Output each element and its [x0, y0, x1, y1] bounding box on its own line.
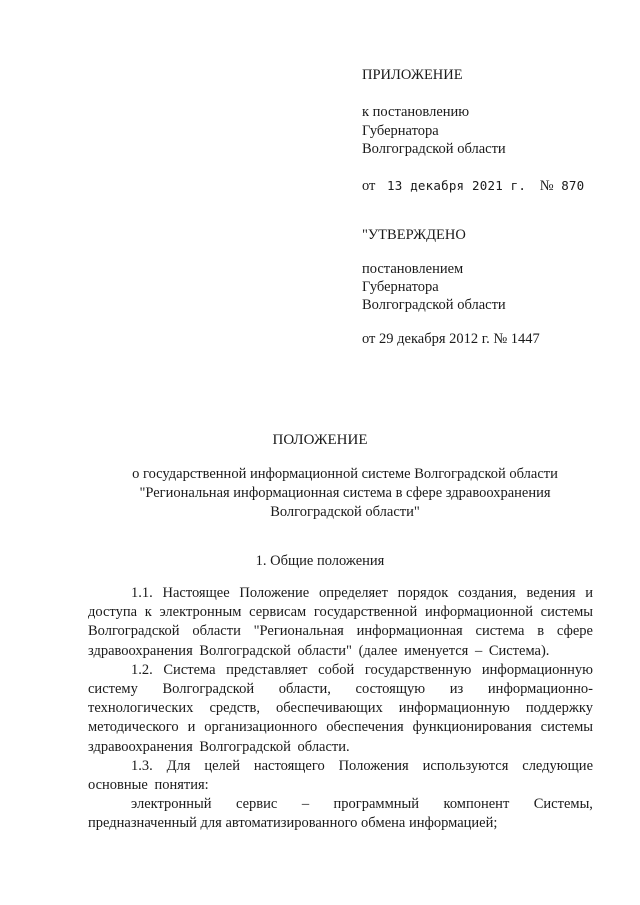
number-value: 870	[561, 178, 585, 193]
definition-continuation: предназначенный для автоматизированного обмена информацией;	[88, 815, 498, 832]
definition-word: сервис	[236, 796, 278, 813]
definition-word: программный	[333, 796, 420, 813]
number-sign: №	[539, 178, 554, 194]
document-title: ПОЛОЖЕНИЕ	[272, 432, 368, 448]
subtitle-line: "Региональная информационная система в сфере здравоохранения	[139, 485, 551, 501]
section-heading: 1. Общие положения	[255, 553, 385, 569]
definition-line	[88, 795, 593, 814]
paragraph-1-2: 1.2. Система представляет собой государственную информационную систему Волгоградской области, состоящую из информационно-технологических средств, обеспечивающих информационную поддержку методического и организационного обеспечения функционирования системы здравоохранения Волгоградской области.	[88, 661, 593, 755]
appendix-title: ПРИЛОЖЕНИЕ	[362, 67, 463, 83]
approved-line-1: постановлением	[362, 261, 464, 277]
date-prefix: от	[362, 178, 376, 194]
definition-word: Системы,	[533, 796, 593, 813]
appendix-line-1: к постановлению	[362, 104, 470, 120]
date-value: 13 декабря 2021 г.	[387, 178, 527, 193]
approved-title: "УТВЕРЖДЕНО	[362, 227, 466, 243]
paragraph-1-3: 1.3. Для целей настоящего Положения используются следующие основные понятия:	[88, 757, 593, 794]
approved-line-2: Губернатора	[362, 279, 439, 295]
appendix-line-2: Губернатора	[362, 123, 439, 139]
subtitle-line: о государственной информационной системе Волгоградской области	[132, 466, 558, 482]
paragraph-1-1: 1.1. Настоящее Положение определяет порядок создания, ведения и доступа к электронным сервисам государственной информационной системы Волгоградской области "Региональная информационная система в сфере здравоохранения Волгоградской области" (далее именуется – Система).	[88, 585, 593, 659]
definition-word: –	[301, 796, 310, 813]
appendix-line-3: Волгоградской области	[362, 141, 506, 157]
document-body	[88, 584, 593, 834]
definition-word: компонент	[443, 796, 510, 813]
subtitle-line: Волгоградской области"	[270, 504, 420, 520]
approved-line-3: Волгоградской области	[362, 297, 506, 313]
document-subtitle	[95, 465, 595, 522]
approved-date-line: от 29 декабря 2012 г. № 1447	[362, 331, 540, 347]
definition-word: электронный	[131, 796, 212, 813]
appendix-date-line	[362, 176, 584, 196]
